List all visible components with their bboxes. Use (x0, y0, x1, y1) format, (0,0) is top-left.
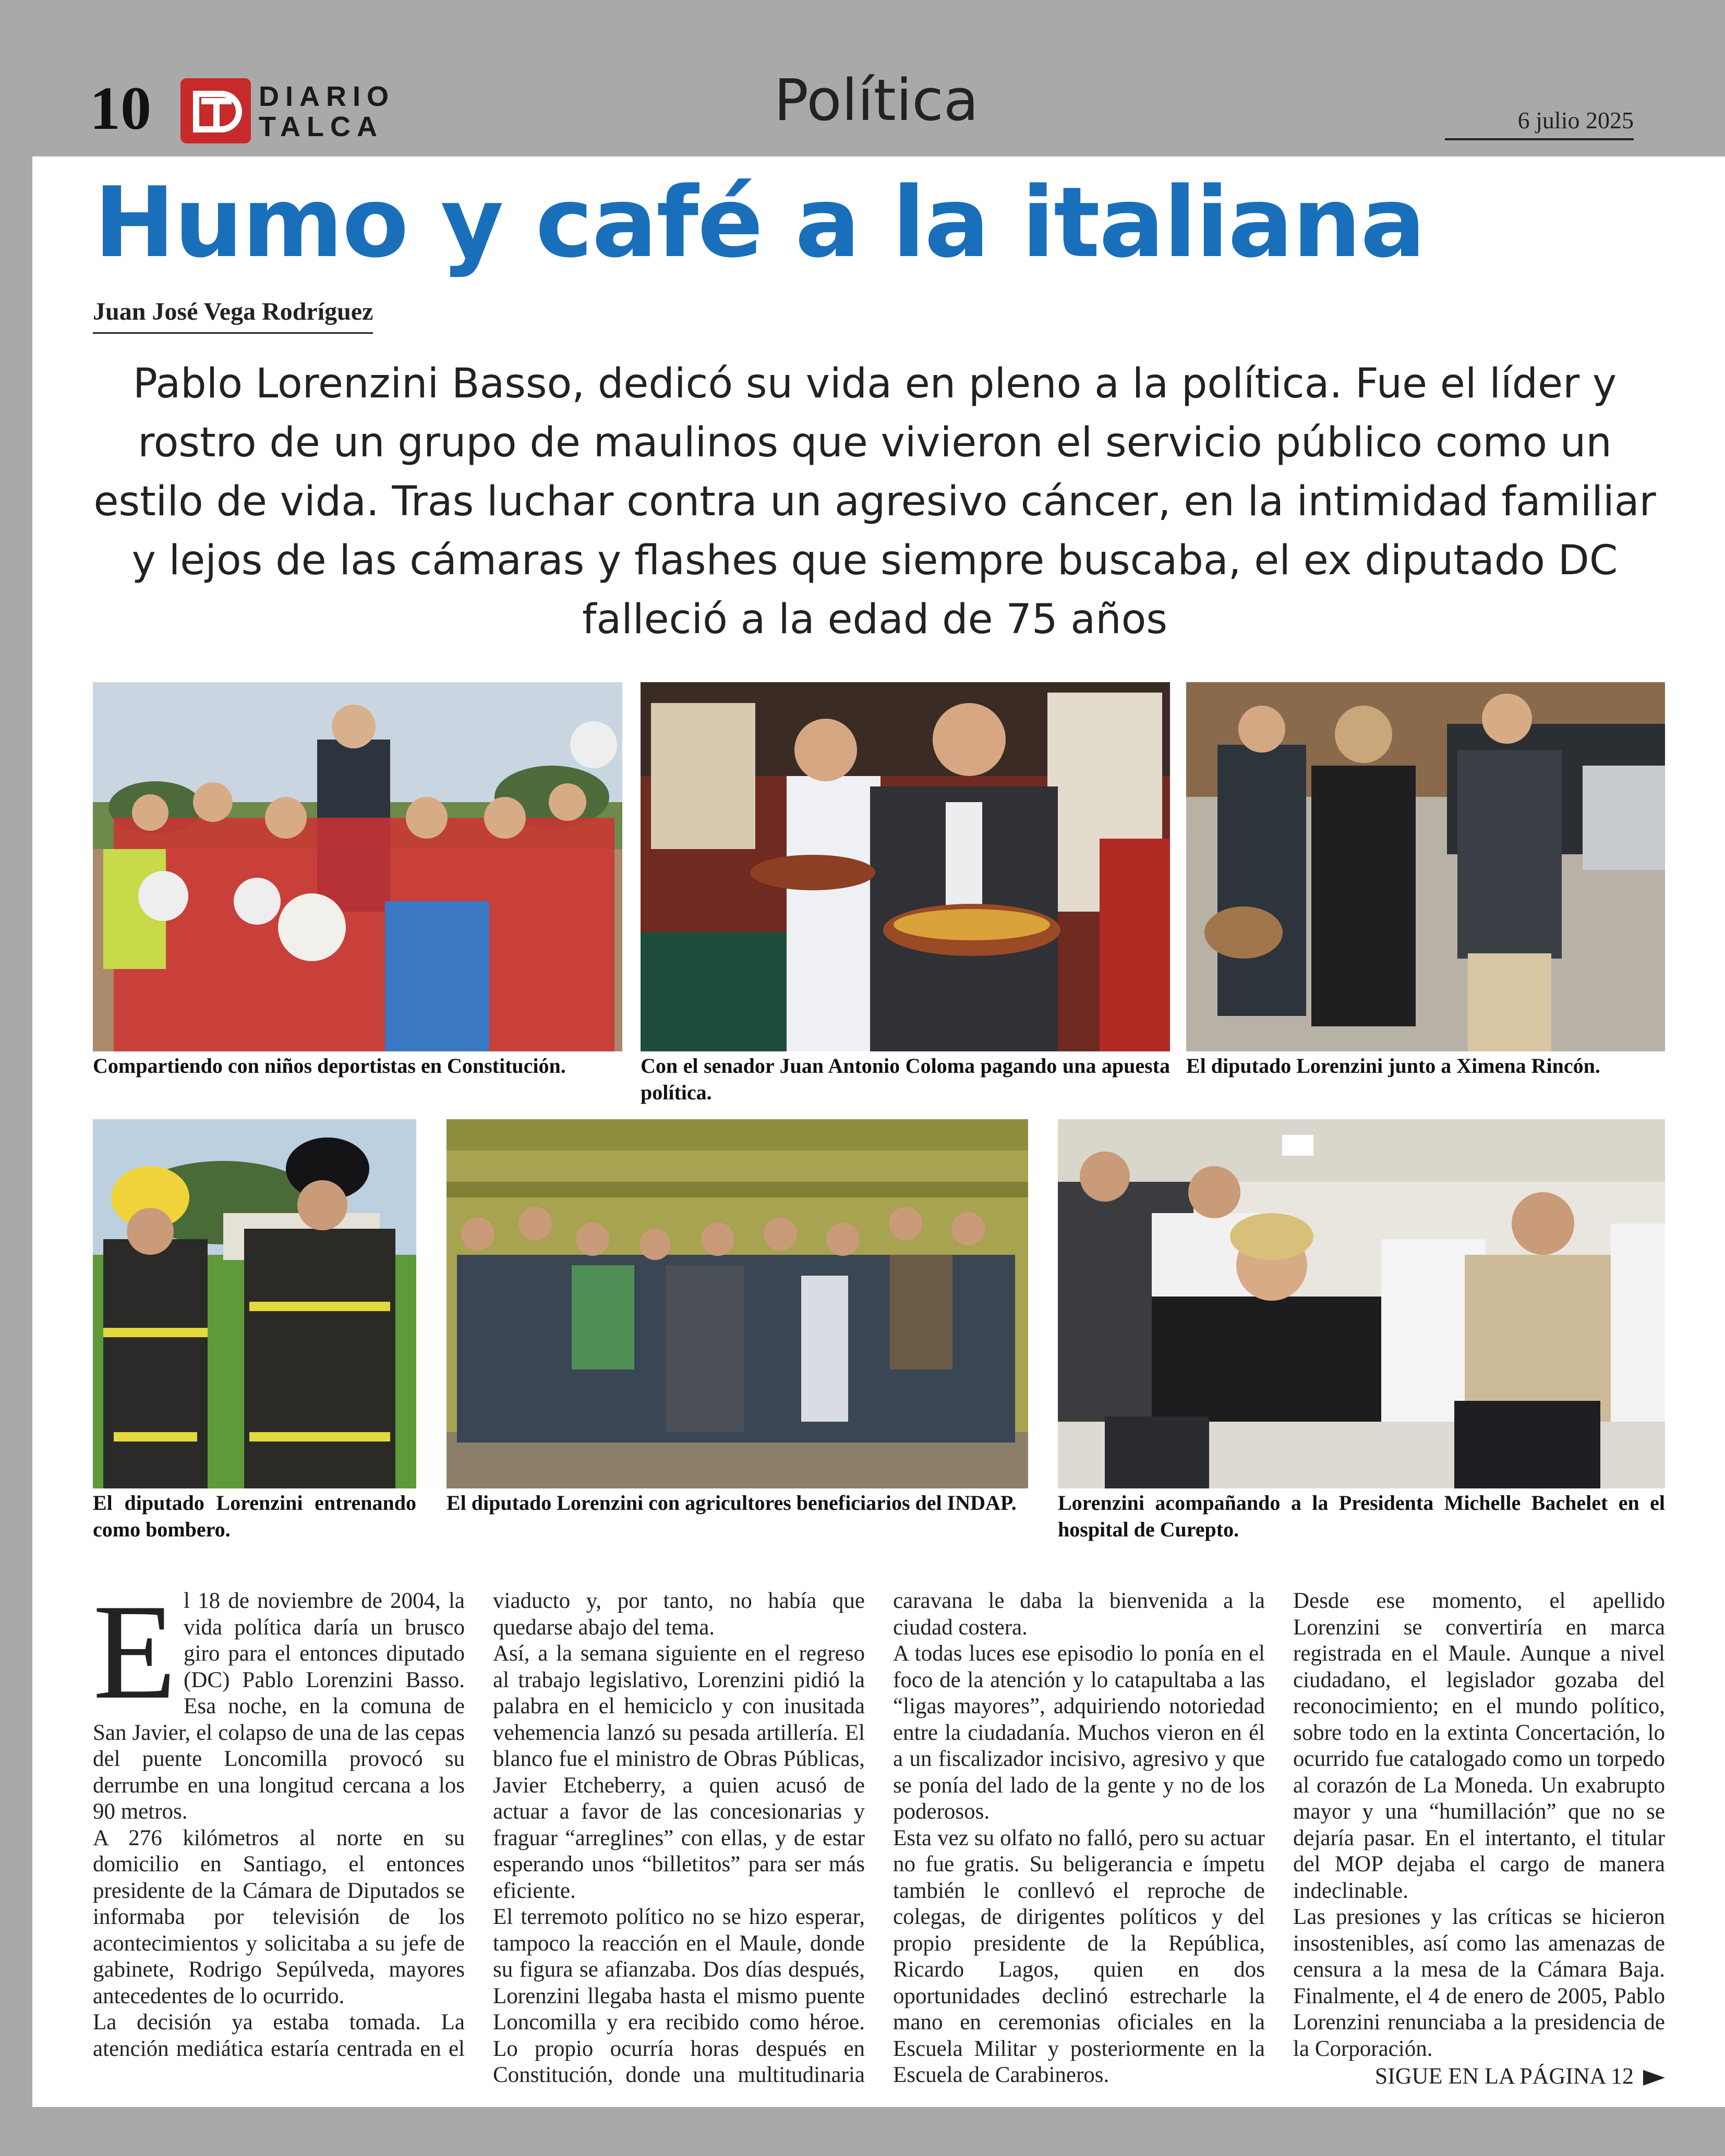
continue-label: SIGUE EN LA PÁGINA 12 (1374, 2063, 1634, 2089)
article-body (93, 1576, 1665, 2110)
logo-line-2: TALCA (259, 111, 383, 142)
page-header (0, 0, 1725, 156)
article-paragraph: Así, a la semana siguiente en el regreso al trabajo legislativo, Lorenzini pidió la palabra en el hemiciclo y con inusitada vehemencia lanzó su pesada artillería. El blanco fue el ministro de Obras Públicas, Javier Etcheberry, a quien acusó de actuar a favor de las concesionarias y fraguar “arreglines” con ellas, y de estar esperando unos “billetitos” para ser más eficiente. (493, 1641, 865, 1903)
article-headline: Humo y café a la italiana (94, 166, 1425, 279)
article-paragraph: A 276 kilómetros al norte en su domicilio en Santiago, el entonces presidente de la Cámara de Diputados se informaba por televisión de los acontecimientos y solicitaba a su jefe de gabinete, Rodrigo Sepúlveda, mayores antecedentes de lo ocurrido. (93, 1825, 465, 2008)
photo-paella (641, 682, 1170, 1051)
photo-bachelet-hospital (1058, 1119, 1665, 1488)
page-number: 10 (90, 74, 151, 142)
article-paragraph: El terremoto político no se hizo esperar, tampoco la reacción en el Maule, donde su figura se afianzaba. Dos días después, Lorenzini llegaba hasta el mismo puente Loncomilla y era recibido como héroe. Lo propio ocurría horas después en Constitución, donde una multitudinaria caravana le daba la bienvenida a la ciudad costera. (493, 1589, 1265, 2087)
issue-date: 6 julio 2025 (1445, 106, 1634, 140)
article-paragraph: La decisión ya estaba tomada. La atención mediática estaría centrada en el viaducto y, por tanto, no había que quedarse abajo del tema. (93, 1589, 865, 2061)
photo-indap-farmers (447, 1119, 1028, 1488)
logo-text (259, 81, 395, 142)
article-page (32, 156, 1725, 2107)
article-paragraph: Las presiones y las críticas se hicieron insostenibles, así como las amenazas de censura a la mesa de la Cámara Baja. Finalmente, el 4 de enero de 2005, Pablo Lorenzini renunciaba a la presidencia de la Corporación. (1293, 1905, 1665, 2061)
article-paragraph: Esta vez su olfato no falló, pero su actuar no fue gratis. Su beligerancia e ímpetu también le conllevó el reproche de colegas, de dirigentes políticos y del propio presidente de la República, Ricardo Lagos, quien en dos oportunidades declinó estrecharle la mano en ceremonias oficiales en la Escuela Militar y posteriormente en la Escuela de Carabineros. (893, 1825, 1265, 2087)
drop-cap: E (93, 1576, 177, 1727)
photo-ximena-rincon (1186, 682, 1665, 1051)
photo-caption: El diputado Lorenzini entrenando como bombero. (93, 1491, 416, 1541)
arrow-right-icon (1643, 2065, 1665, 2091)
photo-caption: El diputado Lorenzini junto a Ximena Rincón. (1186, 1054, 1600, 1077)
paragraph-text: l 18 de noviembre de 2004, la vida política daría un brusco giro para el entonces diputado (DC) Pablo Lorenzini Basso. Esa noche, en la comuna de San Javier, el colapso de una de las cepas del puente Loncomilla provocó su derrumbe en una longitud cercana a los 90 metros. (93, 1589, 465, 1824)
logo-mark-icon (180, 78, 251, 143)
photo-kids-football (93, 682, 622, 1051)
article-paragraph: Desde ese momento, el apellido Lorenzini se convertiría en marca registrada en el Maule. Aunque a nivel ciudadano, el legislador gozaba del reconocimiento; en el mundo político, sobre todo en la extinta Concertación, lo ocurrido fue catalogado como un torpedo al corazón de La Moneda. Un exabrupto mayor y una “humillación” que no se dejaría pasar. En el intertanto, el titular del MOP dejaba el cargo de manera indeclinable. (1293, 1589, 1665, 1903)
continue-notice[interactable] (1326, 2063, 1665, 2091)
article-paragraph: A todas luces ese episodio lo ponía en el foco de la atención y lo catapultaba a las “ligas mayores”, adquiriendo notoriedad entre la ciudadanía. Muchos vieron en él a un fiscalizador incisivo, agresivo y que se ponía del lado de la gente y no de los poderosos. (893, 1641, 1265, 1824)
photo-firefighter (93, 1119, 416, 1488)
article-lead: Pablo Lorenzini Basso, dedicó su vida en pleno a la política. Fue el líder y rostro de un grupo de maulinos que vivieron el servicio público como un estilo de vida. Tras luchar contra un agresivo cáncer, en la intimidad familiar y lejos de las cámaras y flashes que siempre buscaba, el ex diputado DC falleció a la edad de 75 años (93, 360, 1656, 643)
section-title: Política (774, 67, 979, 134)
photo-caption: Con el senador Juan Antonio Coloma pagando una apuesta política. (641, 1054, 1170, 1104)
photo-caption: Compartiendo con niños deportistas en Constitución. (93, 1054, 566, 1077)
article-byline: Juan José Vega Rodríguez (93, 297, 373, 334)
photo-caption: Lorenzini acompañando a la Presidenta Michelle Bachelet en el hospital de Curepto. (1058, 1491, 1665, 1541)
photo-caption: El diputado Lorenzini con agricultores beneficiarios del INDAP. (447, 1491, 1017, 1515)
logo-line-1: DIARIO (259, 81, 395, 112)
diario-talca-logo (180, 78, 400, 143)
article-paragraph (93, 1576, 465, 1825)
